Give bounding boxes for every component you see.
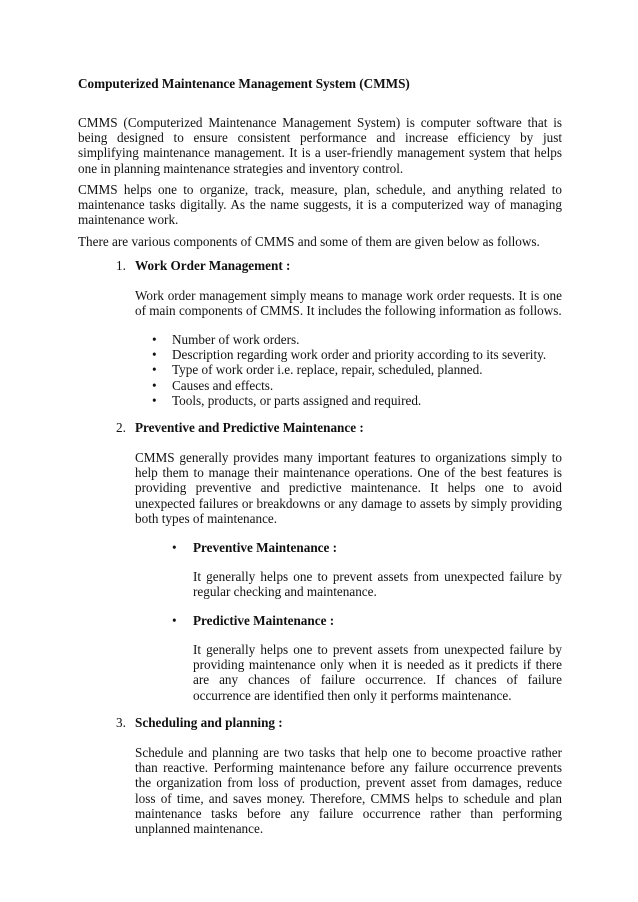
- list-item: [152, 332, 562, 347]
- bullet-icon: •: [152, 362, 157, 378]
- section-heading: Scheduling and planning :: [135, 715, 283, 730]
- section-number: 3.: [116, 715, 126, 730]
- section-number: 2.: [116, 420, 126, 435]
- list-item-text: Tools, products, or parts assigned and required.: [172, 392, 422, 408]
- list-item: [152, 362, 562, 378]
- bullet-icon: •: [152, 347, 157, 363]
- intro-paragraph: CMMS helps one to organize, track, measure, plan, schedule, and anything related to maintenance tasks digitally. As the name suggests, it is a computerized way of managing maintenance work.: [78, 182, 562, 228]
- bullet-icon: •: [172, 613, 177, 628]
- list-item-text: Number of work orders.: [172, 332, 300, 347]
- bullet-icon: •: [152, 377, 157, 393]
- list-item-text: Description regarding work order and priority according to its severity.: [172, 347, 547, 363]
- intro-paragraph: CMMS (Computerized Maintenance Management System) is computer software that is being designed to ensure consistent performance and increase efficiency by just simplifying maintenance management. It is a user-friendly management system that helps one in planning maintenance strategies and inventory control.: [78, 115, 562, 176]
- list-item: [152, 377, 562, 393]
- bullet-icon: •: [172, 540, 177, 555]
- document-title: Computerized Maintenance Management System (CMMS): [78, 76, 410, 91]
- list-item: [152, 347, 562, 363]
- bullet-list: [152, 332, 562, 408]
- bullet-icon: •: [152, 392, 157, 408]
- intro-paragraph: There are various components of CMMS and some of them are given below as follows.: [78, 234, 540, 249]
- subsection-body: It generally helps one to prevent assets from unexpected failure by providing maintenance only when it is needed as it predicts if there are any chances of failure occurrence. If chances of failure occurrence are identified then only it performs maintenance.: [193, 642, 562, 703]
- subsection-heading: Predictive Maintenance :: [193, 613, 335, 628]
- subsection-heading: Preventive Maintenance :: [193, 540, 338, 555]
- section-body: CMMS generally provides many important features to organizations simply to help them to manage their maintenance operations. One of the best features is providing preventive and predictive maintenance. It helps one to avoid unexpected failures or breakdowns or any damage to assets by simply providing both types of maintenance.: [135, 450, 562, 526]
- list-item-text: Type of work order i.e. replace, repair, scheduled, planned.: [172, 362, 483, 378]
- section-body: Schedule and planning are two tasks that help one to become proactive rather than reactive. Performing maintenance before any failure occurrence prevents the organization from loss of production, prevent asset from damages, reduce loss of time, and saves money. Therefore, CMMS helps to schedule and plan maintenance tasks before any failure occurrence rather than performing unplanned maintenance.: [135, 745, 562, 837]
- section-number: 1.: [116, 258, 126, 273]
- section-heading: Work Order Management :: [135, 258, 291, 273]
- section-body: Work order management simply means to manage work order requests. It is one of main components of CMMS. It includes the following information as follows.: [135, 288, 562, 319]
- list-item: [152, 392, 562, 408]
- subsection-body: It generally helps one to prevent assets from unexpected failure by regular checking and maintenance.: [193, 569, 562, 600]
- list-item-text: Causes and effects.: [172, 377, 274, 393]
- section-heading: Preventive and Predictive Maintenance :: [135, 420, 364, 435]
- bullet-icon: •: [152, 332, 157, 347]
